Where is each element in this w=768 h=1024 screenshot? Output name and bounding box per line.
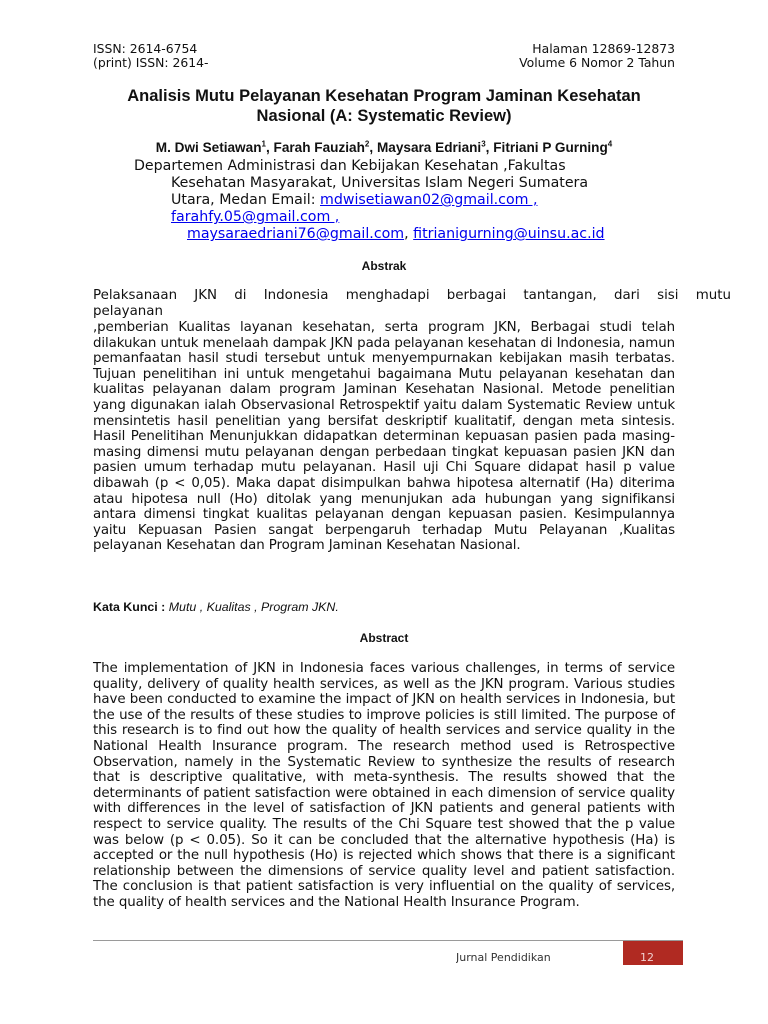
abstrak-second-line: pelayanan: [93, 304, 163, 319]
abstrak-heading: Abstrak: [361, 259, 407, 273]
affiliation-line-4: [171, 209, 339, 226]
author-3-sup: 3: [481, 139, 486, 149]
email-link-3[interactable]: maysaraedriani76@gmail.com: [187, 226, 405, 242]
affiliation-line-5: [187, 226, 605, 243]
abstract-heading: Abstract: [359, 631, 409, 645]
print-issn: (print) ISSN: 2614-: [93, 55, 209, 70]
author-4: Fitriani P Gurning: [493, 140, 608, 155]
page-number-box: [623, 941, 683, 965]
keywords: [93, 600, 339, 614]
paper-title: [84, 86, 684, 126]
author-list: M. Dwi Setiawan$^1$, Farah Fauziah$^2$, Maysara Edriani$^3$, Fitriani P Gurning$^4$: [155, 139, 613, 155]
author-2-sup: 2: [364, 139, 370, 149]
email-link-1[interactable]: mdwisetiawan02@gmail.com ,: [320, 192, 538, 208]
author-2: Farah Fauziah: [273, 140, 365, 155]
author-1-sup: 1: [261, 139, 266, 149]
abstrak-body: ,pemberian Kualitas layanan kesehatan, serta program JKN, Berbagai studi telah dilakukan untuk menelaah dampak JKN pada pelayanan kesehatan di Indonesia, namun pemanfaatan hasil studi tersebut untuk menyempurnakan kebijakan masih terbatas. Tujuan penelitihan ini untuk mengetahui bagaimana Mutu pelayanan kesehatan dan kualitas pelayanan dalam program Jaminan Kesehatan Nasional. Metode penelitian yang digunakan ialah Observasional Retrospektif yaitu dalam Systematic Review untuk mensintetis hasil penelitian yang bersifat deskriptif kualitatif, dengan meta sintesis. Hasil Penelitihan Menunjukkan didapatkan determinan kepuasan pasien pada masing-masing dimensi mutu pelayanan dengan perbedaan tingkat kepuasan pasien JKN dan pasien umum terhadap mutu pelayanan. Hasil uji Chi Square didapat hasil p value dibawah (p < 0,05). Maka dapat disimpulkan bahwa hipotesa alternatif (Ha) diterima atau hipotesa null (Ho) ditolak yang menunjukan ada hubungan yang signifikansi antara dimensi tingkat kualitas pelayanan dengan kepuasan pasien. Kesimpulannya yaitu Kepuasan Pasien sangat berpengaruh terhadap Mutu Pelayanan ,Kualitas pelayanan Kesehatan dan Program Jaminan Kesehatan Nasional.: [93, 320, 675, 554]
email-separator: ,: [404, 226, 414, 242]
page-range: Halaman 12869-12873: [532, 42, 675, 56]
footer-divider: [93, 940, 683, 941]
abstrak-first-line: Pelaksanaan JKN di Indonesia menghadapi berbagai tantangan, dari sisi mutu: [93, 288, 731, 303]
footer-journal-name: Jurnal Pendidikan: [456, 951, 551, 963]
author-3: Maysara Edriani: [376, 140, 482, 155]
title-line-2: Nasional (A: Systematic Review): [256, 107, 512, 125]
author-1: M. Dwi Setiawan: [155, 140, 262, 155]
email-link-4[interactable]: fitrianigurning@uinsu.ac.id: [413, 226, 605, 242]
affiliation-line-2: Kesehatan Masyarakat, Universitas Islam Negeri Sumatera: [171, 175, 589, 191]
title-line-1: Analisis Mutu Pelayanan Kesehatan Program Jaminan Kesehatan: [127, 87, 641, 105]
abstract-body: The implementation of JKN in Indonesia faces various challenges, in terms of service quality, delivery of quality health services, as well as the JKN program. Various studies have been conducted to examine the impact of JKN on health services in Indonesia, but the use of the results of these studies to improve policies is still limited. The purpose of this research is to find out how the quality of health services and service quality in the National Health Insurance program. The research method used is Retrospective Observation, namely in the Systematic Review to synthesize the results of research that is descriptive qualitative, with meta-synthesis. The results showed that the determinants of patient satisfaction were obtained in each dimension of service quality with differences in the level of satisfaction of JKN patients and general patients with respect to service quality. The results of the Chi Square test showed that the p value was below (p < 0.05). So it can be concluded that the alternative hypothesis (Ha) is accepted or the null hypothesis (Ho) is rejected which shows that there is a significant relationship between the dimensions of service quality level and patient satisfaction. The conclusion is that patient satisfaction is very influential on the quality of services, the quality of health services and the National Health Insurance Program.: [93, 661, 675, 910]
affiliation-line-3: [171, 192, 537, 209]
keywords-label: Kata Kunci :: [93, 600, 166, 614]
keywords-value: Mutu , Kualitas , Program JKN.: [165, 600, 339, 614]
issn: ISSN: 2614-6754: [93, 42, 198, 56]
volume-info: Volume 6 Nomor 2 Tahun: [519, 55, 675, 70]
affiliation-line-1: Departemen Administrasi dan Kebijakan Kesehatan ,Fakultas: [134, 158, 566, 174]
header-right: [475, 42, 675, 73]
affiliation-city: Utara, Medan Email:: [171, 192, 321, 208]
header-left: [93, 42, 243, 73]
email-link-2[interactable]: farahfy.05@gmail.com ,: [171, 209, 340, 225]
page-number: 12: [640, 951, 654, 964]
author-4-sup: 4: [607, 139, 613, 149]
